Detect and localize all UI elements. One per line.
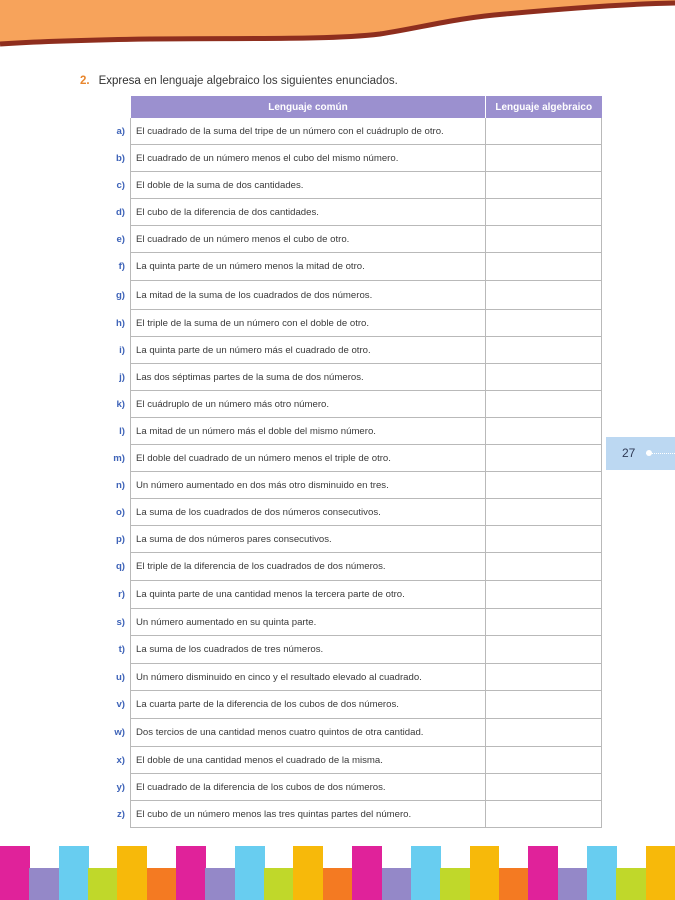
row-answer-cell[interactable] (486, 553, 602, 581)
row-statement: Las dos séptimas partes de la suma de dos números. (131, 364, 486, 391)
table-row (98, 553, 602, 581)
row-answer-cell[interactable] (486, 199, 602, 226)
row-answer-cell[interactable] (486, 364, 602, 391)
footer-stripe (176, 846, 206, 900)
row-statement: La quinta parte de una cantidad menos la tercera parte de otro. (131, 581, 486, 609)
footer-stripe (235, 846, 265, 900)
row-letter: h) (115, 317, 125, 329)
row-statement: El cuádruplo de un número más otro número. (131, 391, 486, 418)
footer-stripe (587, 846, 617, 900)
footer-stripe (59, 846, 89, 900)
footer-stripe (528, 846, 558, 900)
page-dotted-line (646, 453, 675, 455)
row-statement: La cuarta parte de la diferencia de los cubos de dos números. (131, 691, 486, 719)
footer-stripe (558, 868, 588, 900)
table-row (98, 145, 602, 172)
row-letter: p) (115, 533, 125, 545)
table-row (98, 691, 602, 719)
row-answer-cell[interactable] (486, 118, 602, 145)
table-row (98, 310, 602, 337)
table-row (98, 774, 602, 801)
table-row (98, 364, 602, 391)
footer-stripe (470, 846, 500, 900)
table-row (98, 172, 602, 199)
table-row (98, 499, 602, 526)
row-letter: s) (116, 616, 125, 628)
table-row (98, 253, 602, 281)
header-common-language: Lenguaje común (131, 96, 486, 118)
table-row (98, 472, 602, 499)
exercise-table (98, 96, 602, 828)
row-answer-cell[interactable] (486, 801, 602, 828)
instruction (80, 75, 398, 87)
footer-stripe (147, 868, 177, 900)
row-statement: Un número aumentado en dos más otro disminuido en tres. (131, 472, 486, 499)
footer-stripe (499, 868, 529, 900)
row-answer-cell[interactable] (486, 499, 602, 526)
row-statement: El cuadrado de un número menos el cubo del mismo número. (131, 145, 486, 172)
row-letter: o) (115, 506, 125, 518)
table-row (98, 199, 602, 226)
row-statement: El cuadrado de un número menos el cubo de otro. (131, 226, 486, 253)
row-letter: r) (118, 589, 125, 600)
table-row (98, 226, 602, 253)
footer-stripe (352, 846, 382, 900)
row-statement: La mitad de un número más el doble del mismo número. (131, 418, 486, 445)
row-letter: y) (116, 781, 125, 793)
row-letter: x) (116, 754, 125, 766)
row-statement: El doble del cuadrado de un número menos el triple de otro. (131, 445, 486, 472)
row-answer-cell[interactable] (486, 445, 602, 472)
row-answer-cell[interactable] (486, 391, 602, 418)
footer-stripe (293, 846, 323, 900)
row-letter: b) (115, 152, 125, 164)
row-answer-cell[interactable] (486, 691, 602, 719)
footer-stripe (411, 846, 441, 900)
row-answer-cell[interactable] (486, 253, 602, 281)
row-answer-cell[interactable] (486, 310, 602, 337)
table-header-row (98, 96, 602, 118)
row-statement: La suma de dos números pares consecutivos. (131, 526, 486, 553)
row-letter: e) (116, 233, 125, 245)
row-letter: a) (116, 125, 125, 137)
table-row (98, 664, 602, 691)
footer-stripe (264, 868, 294, 900)
row-letter: u) (115, 671, 125, 683)
footer-stripe (382, 868, 412, 900)
row-letter: k) (116, 398, 125, 410)
row-statement: Un número disminuido en cinco y el resultado elevado al cuadrado. (131, 664, 486, 691)
row-statement: El cuadrado de la diferencia de los cubos de dos números. (131, 774, 486, 801)
table-row (98, 719, 602, 747)
row-answer-cell[interactable] (486, 747, 602, 774)
table-row (98, 281, 602, 310)
row-letter: j) (119, 371, 125, 383)
row-letter: i) (119, 344, 125, 356)
row-letter: l) (119, 425, 125, 437)
row-answer-cell[interactable] (486, 418, 602, 445)
row-answer-cell[interactable] (486, 636, 602, 664)
instruction-text: en lenguaje algebraico los siguientes enunciados. (140, 75, 398, 87)
row-answer-cell[interactable] (486, 581, 602, 609)
row-answer-cell[interactable] (486, 145, 602, 172)
table-row (98, 337, 602, 364)
row-answer-cell[interactable] (486, 526, 602, 553)
footer-stripes (0, 846, 675, 900)
page-number: 27 (622, 446, 636, 460)
table-row (98, 391, 602, 418)
footer-stripe (440, 868, 470, 900)
table-body (98, 118, 602, 828)
row-letter: z) (117, 808, 125, 820)
footer-stripe (117, 846, 147, 900)
table-row (98, 609, 602, 636)
footer-stripe (0, 846, 30, 900)
footer-stripe (646, 846, 675, 900)
row-statement: El doble de la suma de dos cantidades. (131, 172, 486, 199)
row-letter: d) (115, 206, 125, 218)
instruction-keyword: Expresa (98, 75, 141, 87)
row-statement: Dos tercios de una cantidad menos cuatro quintos de otra cantidad. (131, 719, 486, 747)
row-letter: t) (118, 644, 125, 655)
row-letter: m) (113, 452, 125, 464)
header-decoration (0, 0, 675, 60)
header-spacer (98, 96, 131, 118)
table-row (98, 581, 602, 609)
header-algebraic-language: Lenguaje algebraico (486, 96, 602, 118)
row-statement: El doble de una cantidad menos el cuadrado de la misma. (131, 747, 486, 774)
row-statement: Un número aumentado en su quinta parte. (131, 609, 486, 636)
row-statement: El cuadrado de la suma del tripe de un número con el cuádruplo de otro. (131, 118, 486, 145)
table-row (98, 747, 602, 774)
row-answer-cell[interactable] (486, 172, 602, 199)
row-answer-cell[interactable] (486, 337, 602, 364)
row-statement: El triple de la diferencia de los cuadrados de dos números. (131, 553, 486, 581)
footer-stripe (323, 868, 353, 900)
row-statement: La quinta parte de un número menos la mitad de otro. (131, 253, 486, 281)
row-letter: q) (115, 561, 125, 572)
footer-stripe (88, 868, 118, 900)
row-letter: n) (115, 479, 125, 491)
row-statement: La mitad de la suma de los cuadrados de dos números. (131, 281, 486, 310)
table-row (98, 418, 602, 445)
table-row (98, 118, 602, 145)
row-answer-cell[interactable] (486, 664, 602, 691)
row-answer-cell[interactable] (486, 281, 602, 310)
page-tab (606, 437, 675, 470)
footer-stripe (205, 868, 235, 900)
row-answer-cell[interactable] (486, 472, 602, 499)
table-row (98, 636, 602, 664)
row-letter: v) (116, 699, 125, 710)
row-statement: La quinta parte de un número más el cuadrado de otro. (131, 337, 486, 364)
row-letter: c) (116, 179, 125, 191)
row-statement: La suma de los cuadrados de tres números. (131, 636, 486, 664)
footer-stripe (29, 868, 59, 900)
row-letter: f) (118, 261, 125, 272)
row-answer-cell[interactable] (486, 774, 602, 801)
row-statement: El cubo de un número menos las tres quintas partes del número. (131, 801, 486, 828)
row-statement: El triple de la suma de un número con el doble de otro. (131, 310, 486, 337)
row-statement: El cubo de la diferencia de dos cantidades. (131, 199, 486, 226)
table-row (98, 801, 602, 828)
row-letter: w) (114, 727, 125, 738)
footer-stripe (616, 868, 646, 900)
row-statement: La suma de los cuadrados de dos números consecutivos. (131, 499, 486, 526)
row-answer-cell[interactable] (486, 719, 602, 747)
exercise-number: 2. (80, 75, 90, 87)
row-answer-cell[interactable] (486, 609, 602, 636)
table-row (98, 526, 602, 553)
row-answer-cell[interactable] (486, 226, 602, 253)
row-letter: g) (115, 289, 125, 301)
table-row (98, 445, 602, 472)
